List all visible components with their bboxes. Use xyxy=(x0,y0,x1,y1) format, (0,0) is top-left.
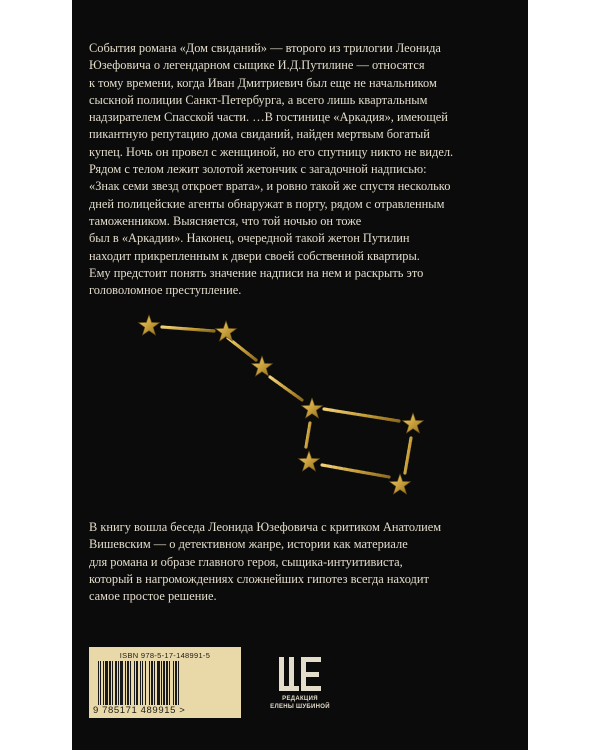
constellation-lines xyxy=(162,327,411,477)
synopsis-line: События романа «Дом свиданий» — второго из трилогии Леонида xyxy=(89,41,441,55)
barcode-bars xyxy=(98,661,232,705)
synopsis-line: таможенником. Выясняется, что той ночью он тоже xyxy=(89,213,362,228)
synopsis-line: находит прикрепленным к двери своей собственной квартиры. xyxy=(89,248,420,263)
note-line: В книгу вошла беседа Леонида Юзефовича с критиком Анатолием xyxy=(89,520,442,534)
synopsis-line: дней полицейские агенты обнаружат в порту, рядом с отравленным xyxy=(89,196,445,211)
synopsis-line: сыскной полиции Санкт-Петербурга, а всего лишь квартальным xyxy=(89,92,428,107)
back-cover xyxy=(72,0,528,750)
note-line: который в нагромождениях сложнейших гипотез всегда находит xyxy=(89,571,429,586)
publisher-mark xyxy=(265,655,335,725)
synopsis-line: «Знак семи звезд откроет врата», и ровно такой же спустя несколько xyxy=(89,179,451,194)
publisher-line-1: РЕДАКЦИЯ xyxy=(282,696,318,702)
synopsis-text xyxy=(89,40,519,299)
publisher-logo-icon xyxy=(277,655,323,693)
interview-note-text xyxy=(89,519,519,605)
synopsis-line: купец. Ночь он провел с женщиной, но его спутницу никто не видел. xyxy=(89,144,454,159)
isbn-label: ISBN 978-5-17-148991-5 xyxy=(119,651,211,660)
note-line: самое простое решение. xyxy=(89,589,217,604)
note-line: для романа и образе главного героя, сыщика-интуитивиста, xyxy=(89,554,403,569)
big-dipper-constellation-illustration xyxy=(132,305,432,505)
isbn-barcode xyxy=(89,647,241,718)
synopsis-line: Юзефовича о легендарном сыщике И.Д.Путилине — относятся xyxy=(89,58,425,73)
stars xyxy=(139,315,424,494)
synopsis-line: был в «Аркадии». Наконец, очередной такой жетон Путилин xyxy=(89,231,410,246)
barcode-digits: 9 785171 489915 > xyxy=(93,705,186,716)
note-line: Вишевским — о детективном жанре, истории как материале xyxy=(89,537,408,552)
synopsis-line: пикантную репутацию дома свиданий, найден мертвым богатый xyxy=(89,127,430,142)
publisher-line-2: ЕЛЕНЫ ШУБИНОЙ xyxy=(270,704,330,710)
synopsis-line: к тому времени, когда Иван Дмитриевич был еще не начальником xyxy=(89,75,437,90)
synopsis-line: надзирателем Спасской части. …В гостинице «Аркадия», имеющей xyxy=(89,110,448,125)
synopsis-line: Ему предстоит понять значение надписи на нем и раскрыть это xyxy=(89,265,424,280)
synopsis-line: Рядом с телом лежит золотой жетончик с загадочной надписью: xyxy=(89,162,427,177)
synopsis-line: головоломное преступление. xyxy=(89,283,242,298)
